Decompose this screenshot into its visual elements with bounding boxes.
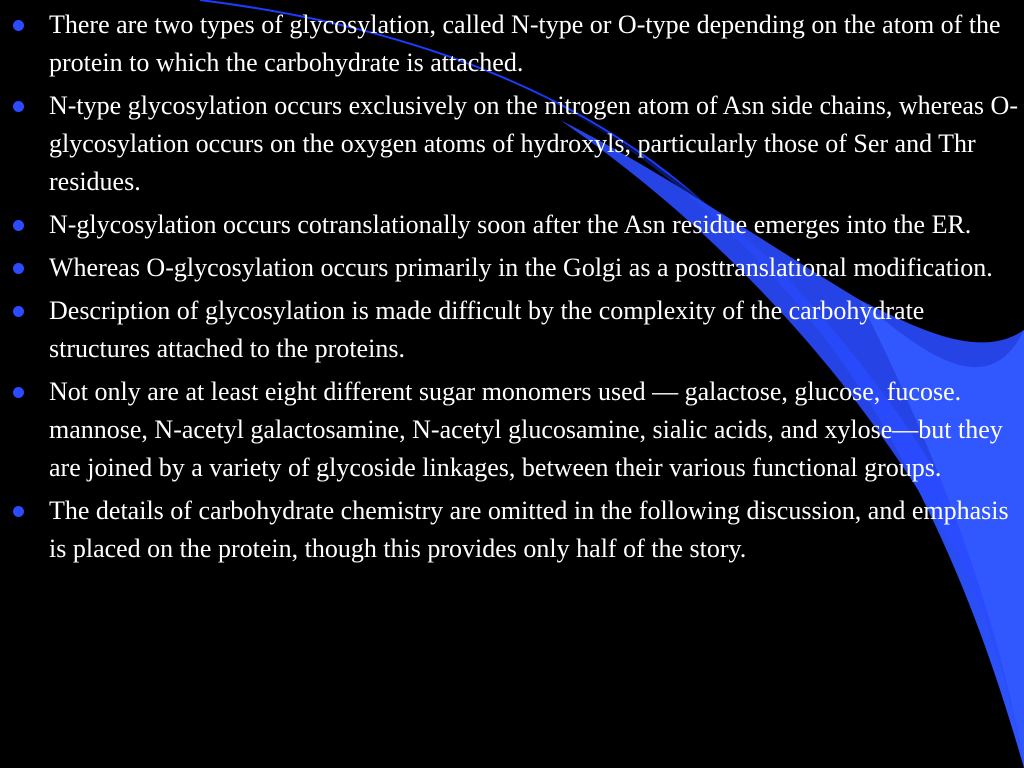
bullet-text: Whereas O-glycosylation occurs primarily in the Golgi as a posttranslational modification. [49, 253, 993, 282]
bullet-text: Not only are at least eight different sugar monomers used — galactose, glucose, fucose. mannose, N-acetyl galactosamine, N-acetyl glucosamine, sialic acids, and xylose—but they are joined by a variety of glycoside linkages, between their various functional groups. [49, 377, 1003, 482]
bullet-dot-icon [13, 220, 24, 231]
bullet-text: N-glycosylation occurs cotranslationally soon after the Asn residue emerges into the ER. [49, 210, 972, 239]
bullet-list-container [0, 6, 1024, 573]
bullet-item [0, 249, 1024, 287]
bullet-text: There are two types of glycosylation, called N-type or O-type depending on the atom of the protein to which the carbohydrate is attached. [49, 10, 1001, 77]
bullet-dot-icon [13, 306, 24, 317]
bullet-list [0, 6, 1024, 568]
bullet-item [0, 373, 1024, 487]
bullet-dot-icon [13, 506, 24, 517]
bullet-dot-icon [13, 263, 24, 274]
bullet-dot-icon [13, 20, 24, 31]
bullet-dot-icon [13, 387, 24, 398]
bullet-text: N-type glycosylation occurs exclusively on the nitrogen atom of Asn side chains, whereas O-glycosylation occurs on the oxygen atoms of hydroxyls, particularly those of Ser and Thr residues. [49, 91, 1018, 196]
bullet-item [0, 292, 1024, 368]
bullet-item [0, 492, 1024, 568]
bullet-item [0, 6, 1024, 82]
bullet-text: Description of glycosylation is made difficult by the complexity of the carbohydrate structures attached to the proteins. [49, 296, 925, 363]
bullet-text: The details of carbohydrate chemistry are omitted in the following discussion, and emphasis is placed on the protein, though this provides only half of the story. [49, 496, 1009, 563]
bullet-dot-icon [13, 101, 24, 112]
bullet-item [0, 206, 1024, 244]
bullet-item [0, 87, 1024, 201]
